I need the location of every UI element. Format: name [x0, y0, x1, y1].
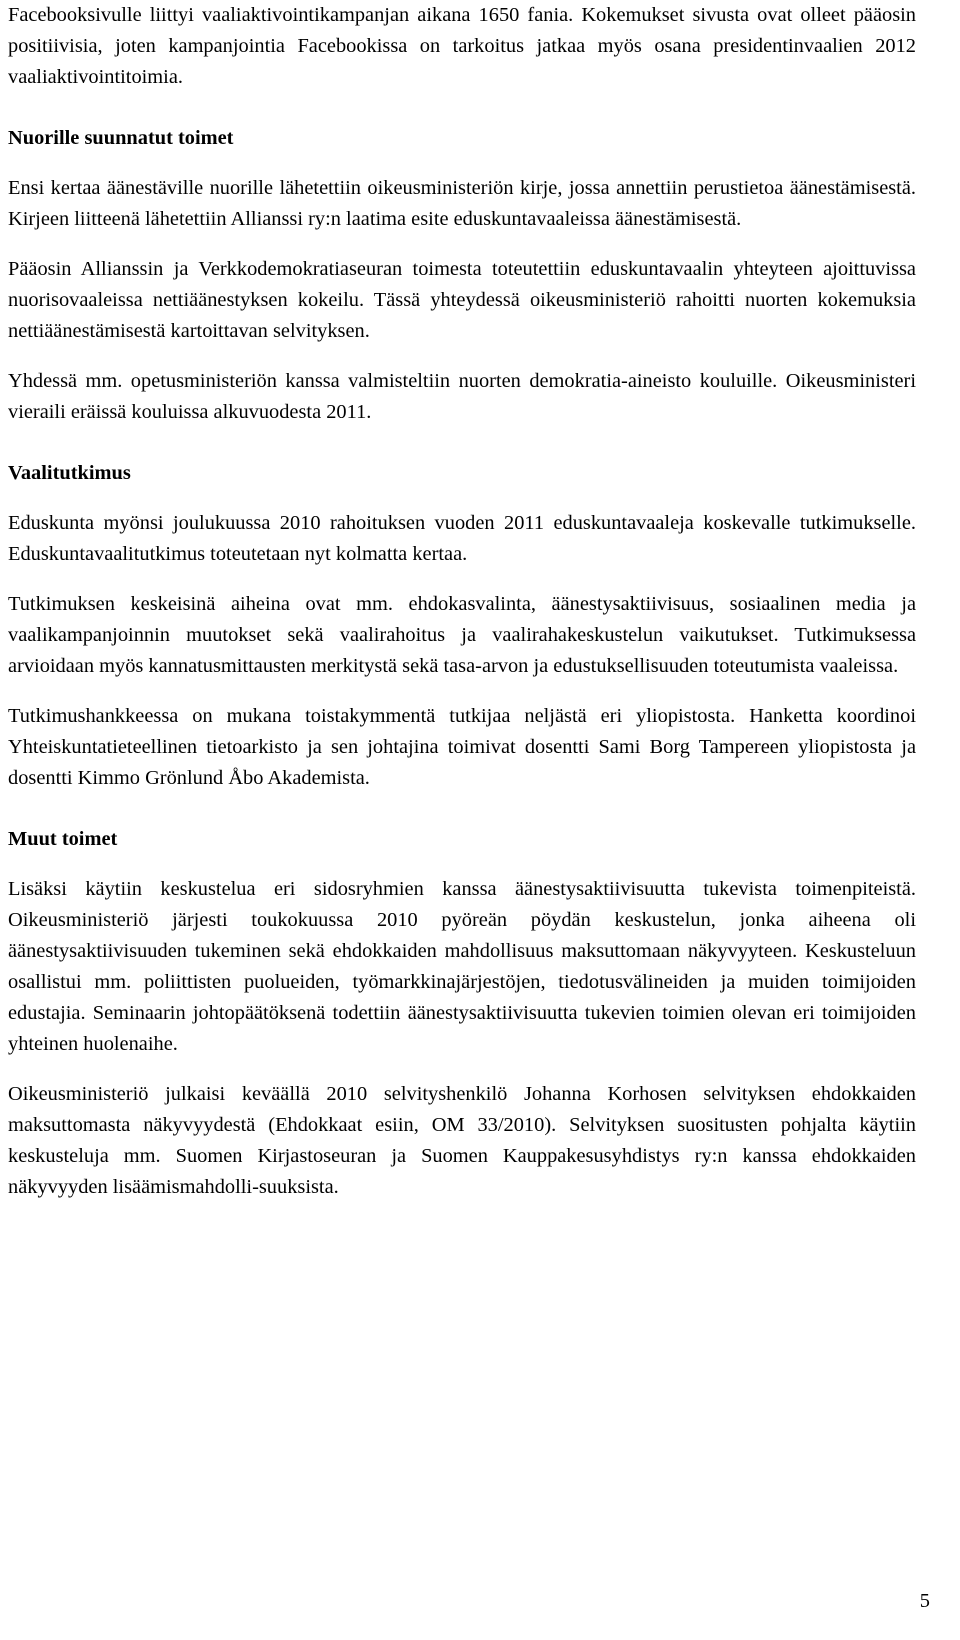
paragraph-muut-2: Oikeusministeriö julkaisi keväällä 2010 selvityshenkilö Johanna Korhosen selvityksen ehdokkaiden maksuttomasta näkyvyydestä (Ehdokkaat esiin, OM 33/2010). Selvityksen suositusten pohjalta käytiin keskusteluja mm. Suomen Kirjastoseuran ja Suomen Kauppakesusyhdistys ry:n kanssa ehdokkaiden näkyvyyden lisäämismahdolli-suuksista. [8, 1083, 916, 1198]
paragraph-nuorille-2: Pääosin Allianssin ja Verkkodemokratiaseuran toimesta toteutettiin eduskuntavaalin yhteyteen ajoittuvissa nuorisovaaleissa nettiäänestyksen kokeilu. Tässä yhteydessä oikeusministeriö rahoitti nuorten kokemuksia nettiäänestämisestä kartoittavan selvityksen. [8, 258, 916, 342]
paragraph-nuorille-3: Yhdessä mm. opetusministeriön kanssa valmisteltiin nuorten demokratia-aineisto kouluille. Oikeusministeri vieraili eräissä kouluissa alkuvuodesta 2011. [8, 370, 916, 423]
spacer [8, 93, 916, 123]
intro-paragraph: Facebooksivulle liittyi vaaliaktivointikampanjan aikana 1650 fania. Kokemukset sivusta ovat olleet pääosin positiivisia, joten kampanjointia Facebookissa on tarkoitus jatkaa myös osana presidentinvaalien 2012 vaaliaktivointitoimia. [8, 4, 916, 88]
spacer [8, 1060, 916, 1079]
spacer [8, 489, 916, 508]
paragraph-vaalitutkimus-2: Tutkimuksen keskeisinä aiheina ovat mm. ehdokasvalinta, äänestysaktiivisuus, sosiaalinen media ja vaalikampanjoinnin muutokset sekä vaalirahoitus ja vaalirahakeskustelun vaikutukset. Tutkimuksessa arvioidaan myös kannatusmittausten merkitystä sekä tasa-arvon ja edustuksellisuuden toteutumista vaaleissa. [8, 593, 916, 677]
spacer [8, 855, 916, 874]
page-number: 5 [919, 1590, 930, 1612]
spacer [8, 154, 916, 173]
paragraph-nuorille-1: Ensi kertaa äänestäville nuorille lähetettiin oikeusministeriön kirje, jossa annettiin perustietoa äänestämisestä. Kirjeen liitteenä lähetettiin Allianssi ry:n laatima esite eduskuntavaaleissa äänestämisestä. [8, 177, 916, 230]
spacer [8, 347, 916, 366]
paragraph-muut-1: Lisäksi käytiin keskustelua eri sidosryhmien kanssa äänestysaktiivisuutta tukevista toimenpiteistä. Oikeusministeriö järjesti toukokuussa 2010 pyöreän pöydän keskustelun, jonka aiheena oli äänestysaktiivisuuden tukeminen sekä ehdokkaiden mahdollisuus maksuttomaan näkyvyyteen. Keskusteluun osallistui mm. poliittisten puolueiden, työmarkkinajärjestöjen, tiedotusvälineiden ja muiden toimijoiden edustajia. Seminaarin johtopäätöksenä todettiin äänestysaktiivisuutta tukevien toimien olevan eri toimijoiden yhteinen huolenaihe. [8, 878, 916, 1055]
spacer [8, 235, 916, 254]
section-heading-muut-toimet: Muut toimet [8, 828, 118, 850]
paragraph-vaalitutkimus-3: Tutkimushankkeessa on mukana toistakymmentä tutkijaa neljästä eri yliopistosta. Hanketta koordinoi Yhteiskuntatieteellinen tietoarkisto ja sen johtajina toimivat dosentti Sami Borg Tampereen yliopistosta ja dosentti Kimmo Grönlund Åbo Akademista. [8, 705, 916, 789]
section-heading-vaalitutkimus: Vaalitutkimus [8, 462, 131, 484]
paragraph-vaalitutkimus-1: Eduskunta myönsi joulukuussa 2010 rahoituksen vuoden 2011 eduskuntavaaleja koskevalle tutkimukselle. Eduskuntavaalitutkimus toteutetaan nyt kolmatta kertaa. [8, 512, 916, 565]
section-heading-nuorille: Nuorille suunnatut toimet [8, 127, 234, 149]
spacer [8, 428, 916, 458]
spacer [8, 682, 916, 701]
spacer [8, 570, 916, 589]
document-page [8, 0, 916, 1203]
spacer [8, 794, 916, 824]
